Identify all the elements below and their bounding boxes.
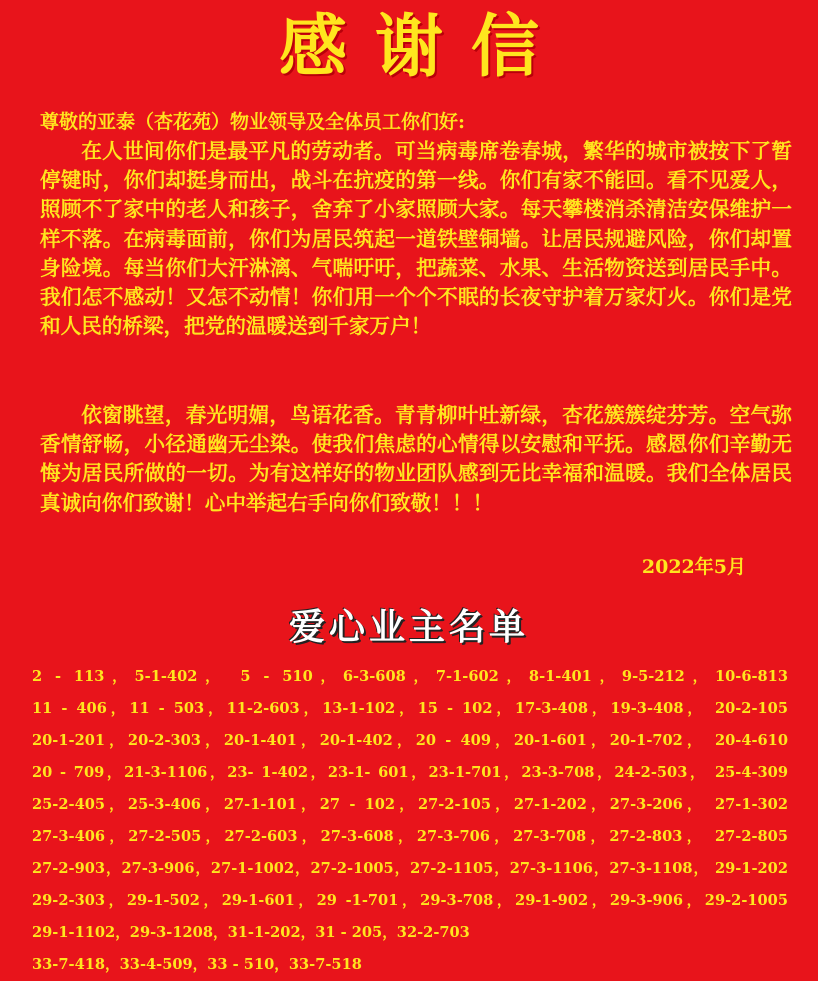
- salutation: 尊敬的亚泰（杏花苑）物业领导及全体员工你们好:: [40, 111, 466, 133]
- owner-list-row: 2 - 113，5-1-402， 5 - 510，6-3-608，7-1-602，8-1-401，9-5-212，10-6-813: [32, 668, 788, 685]
- owner-list-row: 27-2-903，27-3-906，27-1-1002，27-2-1005，27-2-1105，27-3-1106，27-3-1108， 29-1-202: [32, 860, 788, 877]
- letter-date: 2022年5月: [641, 556, 746, 578]
- letter-paragraph-2: 依窗眺望，春光明媚，鸟语花香。青青柳叶吐新绿，杏花簇簇绽芬芳。空气弥香情舒畅，小径通幽无尘染。使我们焦虑的心情得以安慰和平抚。感恩你们辛勤无悔为居民所做的一切。为有这样好的物业团队感到无比幸福和温暖。我们全体居民真诚向你们致谢！心中举起右手向你们致敬！！！: [40, 403, 792, 515]
- owner-list-row: 29-2-303，29-1-502，29-1-601，29 -1-701，29-3-708，29-1-902，29-3-906，29-2-1005: [32, 892, 788, 909]
- owner-list-row: 20-1-201，20-2-303，20-1-401，20-1-402，20 - 409，20-1-601，20-1-702， 20-4-610: [32, 732, 788, 749]
- letter-title: 感谢信: [278, 7, 567, 87]
- owner-list-row: 27-3-406，27-2-505，27-2-603，27-3-608，27-3-706，27-3-708，27-2-803， 27-2-805: [32, 828, 788, 845]
- owner-list-title: 爱心业主名单: [288, 606, 529, 648]
- letter-paragraph-1: 在人世间你们是最平凡的劳动者。可当病毒席卷春城，繁华的城市被按下了暂停键时，你们却挺身而出，战斗在抗疫的第一线。你们有家不能回。看不见爱人，照顾不了家中的老人和孩子，舍弃了小家照顾大家。每天攀楼消杀清洁安保维护一样不落。在病毒面前，你们为居民筑起一道铁壁铜墙。让居民规避风险，你们却置身险境。每当你们大汗淋漓、气喘吁吁，把蔬菜、水果、生活物资送到居民手中。我们怎不感动！又怎不动情！你们用一个个不眠的长夜守护着万家灯火。你们是党和人民的桥梁，把党的温暖送到千家万户！: [40, 139, 792, 339]
- owner-list-row: 25-2-405，25-3-406，27-1-101，27 - 102，27-2-105，27-1-202，27-3-206， 27-1-302: [32, 796, 788, 813]
- owner-list-row: 11 - 406，11 - 503，11-2-603，13-1-102，15 - 102，17-3-408，19-3-408， 20-2-105: [32, 700, 788, 717]
- owner-list-row: 29-1-1102，29-3-1208，31-1-202，31 - 205，32-2-703: [32, 924, 470, 941]
- owner-list-row: 33-7-418，33-4-509，33 - 510，33-7-518: [32, 956, 362, 973]
- owner-list-row: 20 - 709，21-3-1106，23- 1-402，23-1- 601，23-1-701，23-3-708，24-2-503， 25-4-309: [32, 764, 788, 781]
